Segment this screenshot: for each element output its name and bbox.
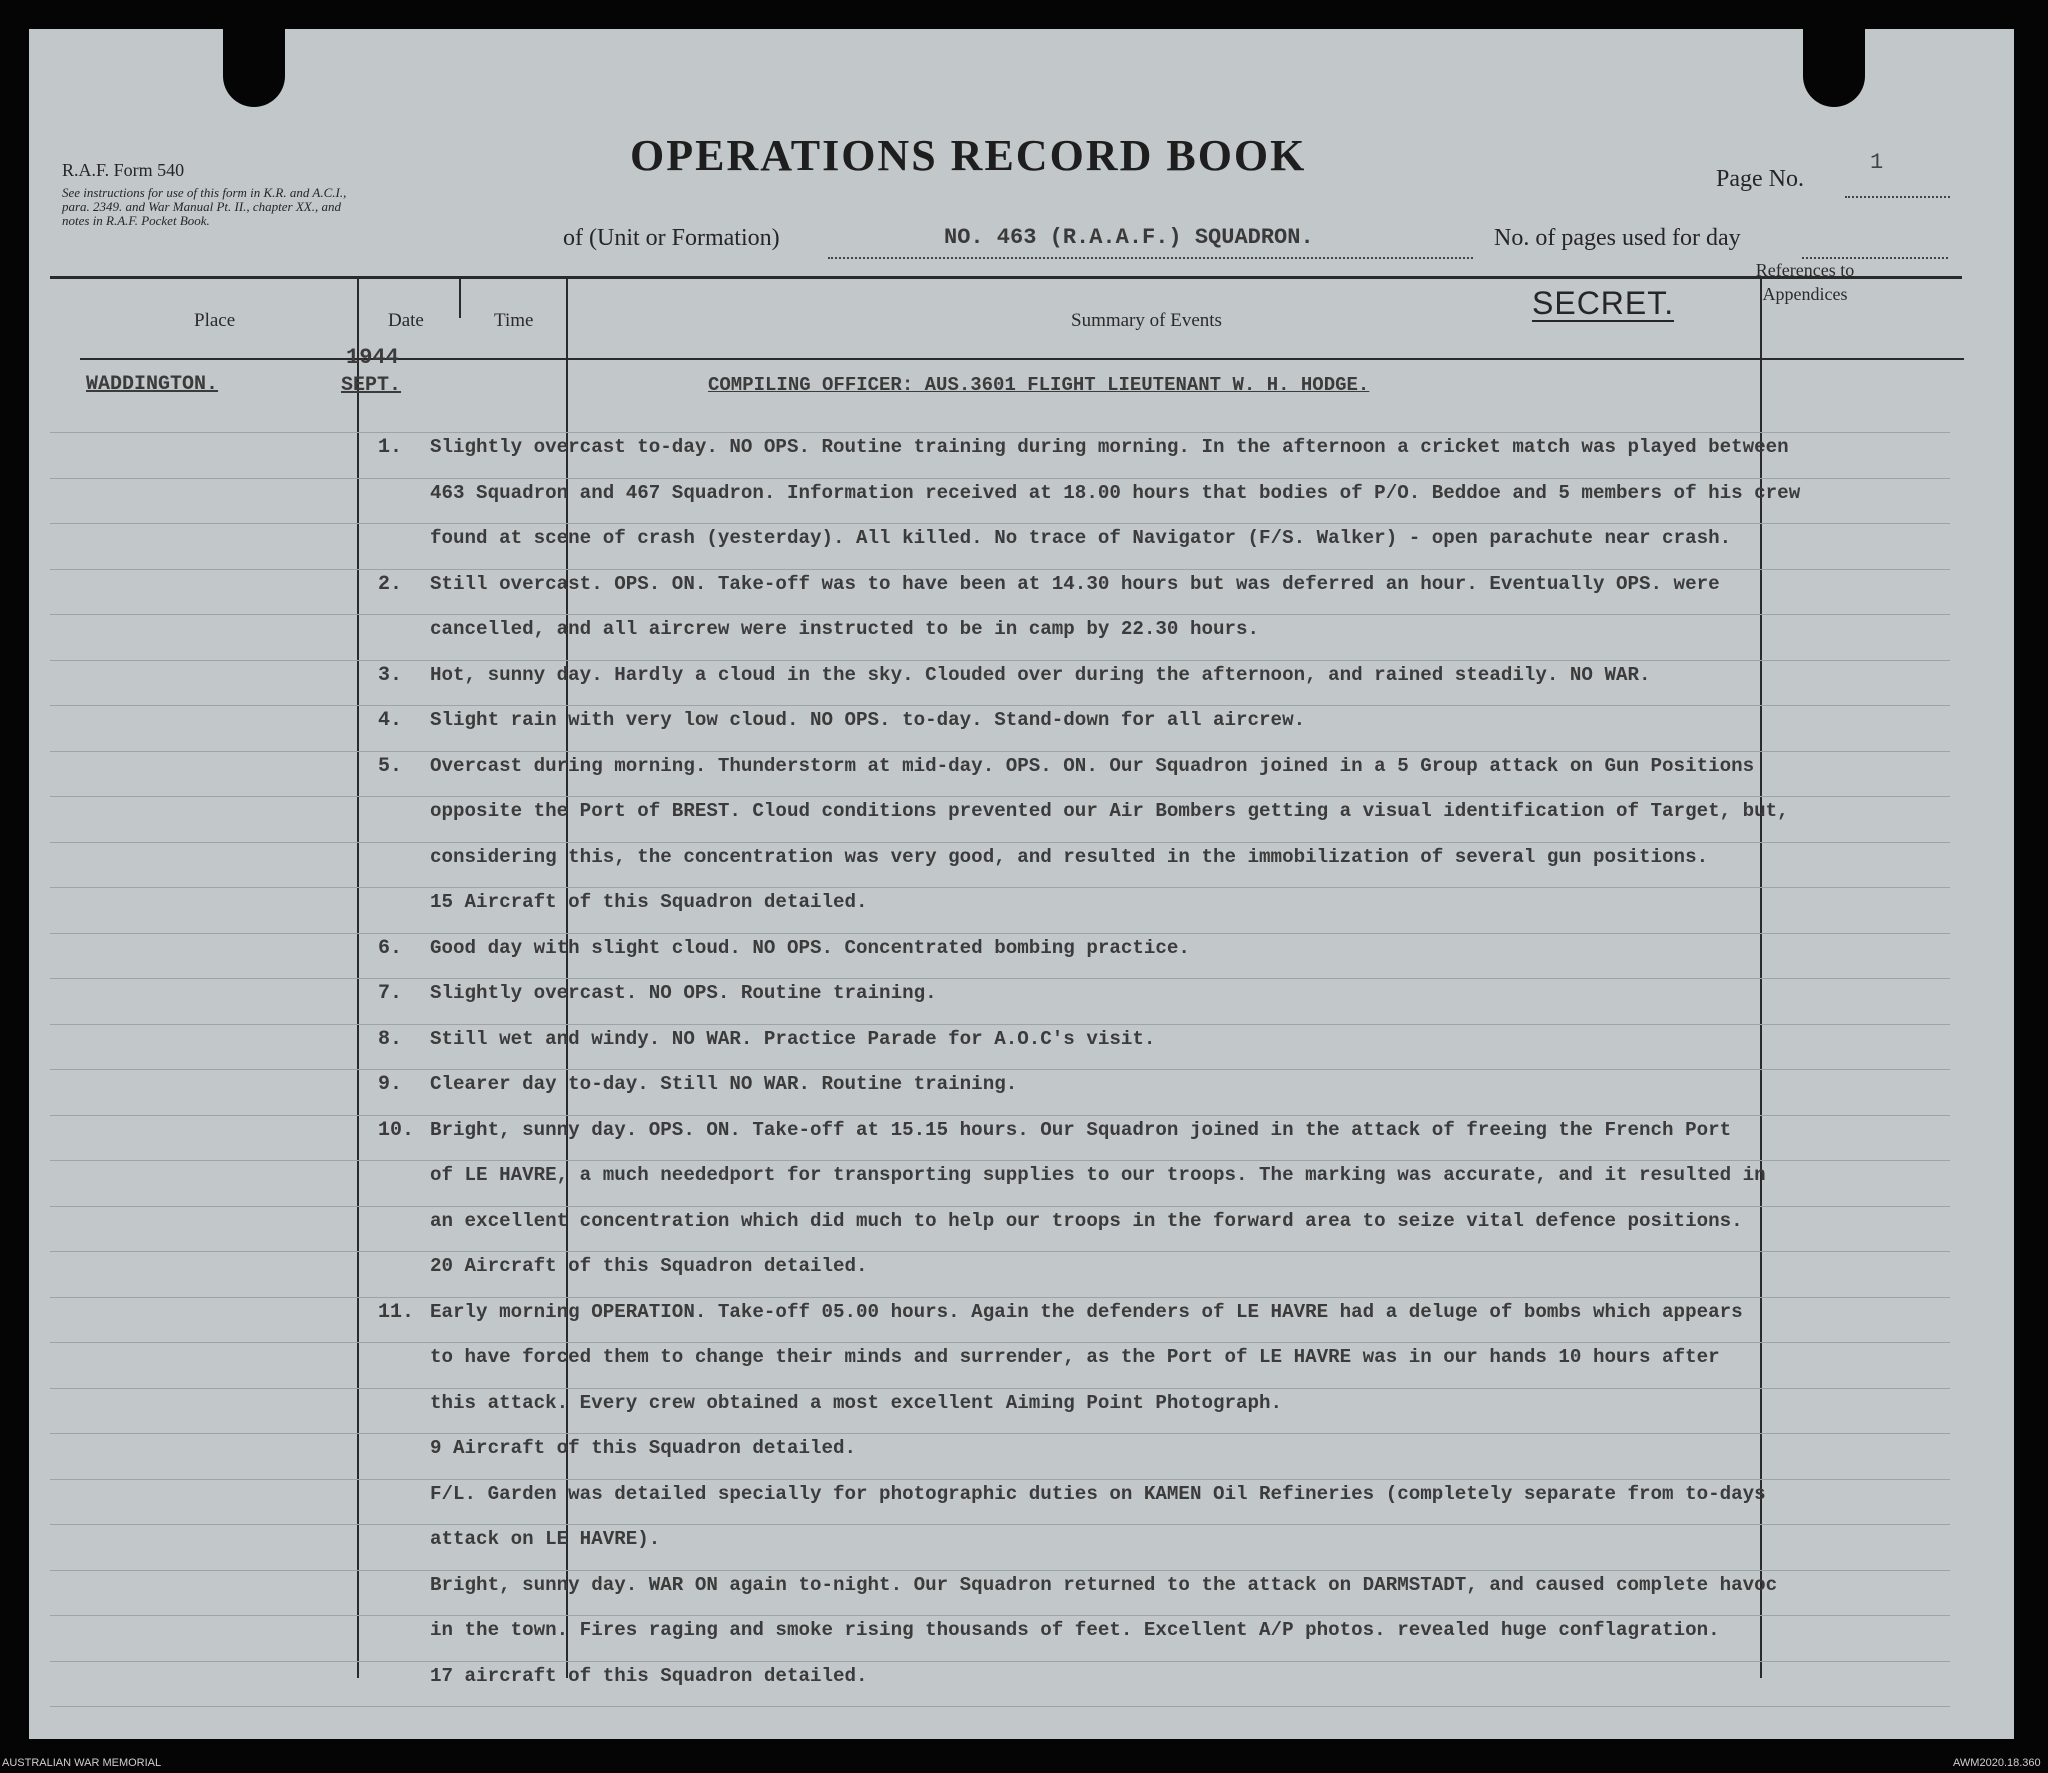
row-date: 8. (378, 1027, 403, 1051)
footer-reference: AWM2020.18.360 (1953, 1757, 2041, 1769)
row-date: 2. (378, 572, 403, 596)
ruled-line (50, 1251, 1950, 1252)
row-summary-text: Overcast during morning. Thunderstorm at mid-day. OPS. ON. Our Squadron joined in a 5 Group attack on Gun Positions (430, 754, 1755, 777)
ruled-line (50, 887, 1950, 888)
row-summary-text: Still wet and windy. NO WAR. Practice Parade for A.O.C's visit. (430, 1027, 1156, 1050)
ruled-line (50, 933, 1950, 934)
secret-stamp: SECRET. (1532, 285, 1675, 321)
row-summary-text: in the town. Fires raging and smoke rising thousands of feet. Excellent A/P photos. revealed huge conflagration. (430, 1619, 1720, 1641)
date-time-divider-header (459, 278, 461, 318)
ruled-line (50, 1570, 1950, 1571)
row-date: 11. (378, 1300, 415, 1324)
ruled-line (50, 1342, 1950, 1343)
row-summary-text: Slight rain with very low cloud. NO OPS. to-day. Stand-down for all aircrew. (430, 709, 1306, 731)
row-summary-text: Early morning OPERATION. Take-off 05.00 hours. Again the defenders of LE HAVRE had a deluge of bombs which appears (430, 1300, 1743, 1323)
column-header-summary: Summary of Events (1071, 310, 1222, 331)
page-number-value: 1 (1870, 150, 1884, 175)
row-summary-text: 463 Squadron and 467 Squadron. Information received at 18.00 hours that bodies of P/O. Beddoe and 5 members of his crew (430, 481, 1801, 504)
column-header-date: Date (388, 310, 424, 331)
row-date: 4. (378, 709, 403, 732)
row-summary-text: Bright, sunny day. WAR ON again to-night. Our Squadron returned to the attack on DARMSTADT, and caused complete havoc (430, 1573, 1778, 1596)
ruled-line (50, 1069, 1950, 1070)
ruled-line (50, 614, 1950, 615)
row-summary-text: F/L. Garden was detailed specially for photographic duties on KAMEN Oil Refineries (completely separate from to-days (430, 1482, 1766, 1505)
page-title: OPERATIONS RECORD BOOK (630, 131, 1307, 180)
ruled-line (50, 1661, 1950, 1662)
row-summary-text: Slightly overcast. NO OPS. Routine training. (430, 982, 937, 1004)
entry-month: SEPT. (341, 374, 402, 397)
row-date: 6. (378, 936, 403, 960)
unit-dotted-line (828, 257, 1473, 259)
row-summary-text: cancelled, and all aircrew were instructed to be in camp by 22.30 hours. (430, 618, 1260, 640)
row-summary-text: Still overcast. OPS. ON. Take-off was to have been at 14.30 hours but was deferred an hour. Eventually OPS. were (430, 572, 1720, 595)
row-date: 10. (378, 1118, 415, 1142)
entry-place: WADDINGTON. (86, 373, 219, 396)
ruled-line (50, 432, 1950, 433)
row-summary-text: of LE HAVRE, a much neededport for transporting supplies to our troops. The marking was accurate, and it resulted in (430, 1164, 1766, 1186)
ruled-line (50, 1479, 1950, 1480)
unit-label: of (Unit or Formation) (563, 225, 780, 251)
ruled-line (50, 1524, 1950, 1525)
form-number: R.A.F. Form 540 (62, 160, 185, 180)
ruled-line (50, 569, 1950, 570)
row-summary-text: found at scene of crash (yesterday). All killed. No trace of Navigator (F/S. Walker) - open parachute near crash. (430, 527, 1732, 549)
row-date: 3. (378, 663, 403, 687)
row-summary-text: Slightly overcast to-day. NO OPS. Routine training during morning. In the afternoon a cricket match was played between (430, 436, 1789, 458)
row-summary-text: Hot, sunny day. Hardly a cloud in the sky. Clouded over during the afternoon, and rained steadily. NO WAR. (430, 663, 1651, 686)
ruled-line (50, 1024, 1950, 1025)
ruled-line (50, 660, 1950, 661)
column-header-place: Place (194, 310, 236, 331)
ruled-line (50, 1115, 1950, 1116)
row-summary-text: Bright, sunny day. OPS. ON. Take-off at 15.15 hours. Our Squadron joined in the attack of freeing the French Port (430, 1118, 1732, 1141)
row-summary-text: 17 aircraft of this Squadron detailed. (430, 1664, 868, 1687)
ruled-line (50, 705, 1950, 706)
row-summary-text: this attack. Every crew obtained a most excellent Aiming Point Photograph. (430, 1391, 1283, 1414)
punch-hole-left (223, 29, 285, 107)
ruled-line (50, 478, 1950, 479)
punch-hole-right (1803, 29, 1865, 107)
ruled-line (50, 751, 1950, 752)
form-instructions: See instructions for use of this form in K.R. and A.C.I., para. 2349. and War Manual Pt. II., chapter XX., and notes in R.A.F. Pocket Book. (62, 185, 347, 228)
row-summary-text: 20 Aircraft of this Squadron detailed. (430, 1255, 868, 1277)
ruled-line (50, 1160, 1950, 1161)
compiling-officer: COMPILING OFFICER: AUS.3601 FLIGHT LIEUTENANT W. H. HODGE. (708, 374, 1370, 396)
ruled-line (50, 1297, 1950, 1298)
ruled-line (50, 1206, 1950, 1207)
row-date: 9. (378, 1073, 403, 1096)
ruled-line (50, 1706, 1950, 1707)
column-header-references: References to Appendices (1755, 260, 1855, 304)
ruled-line (50, 1615, 1950, 1616)
row-date: 5. (378, 754, 403, 778)
row-summary-text: to have forced them to change their minds and surrender, as the Port of LE HAVRE was in our hands 10 hours after (430, 1346, 1720, 1368)
row-summary-text: 9 Aircraft of this Squadron detailed. (430, 1437, 857, 1459)
ruled-line (50, 1388, 1950, 1389)
row-summary-text: considering this, the concentration was very good, and resulted in the immobilization of several gun positions. (430, 845, 1709, 868)
pages-used-label: No. of pages used for day (1494, 225, 1741, 251)
row-summary-text: 15 Aircraft of this Squadron detailed. (430, 891, 868, 913)
entry-year: 1944 (346, 345, 399, 370)
row-summary-text: Good day with slight cloud. NO OPS. Concentrated bombing practice. (430, 936, 1190, 959)
ruled-line (50, 978, 1950, 979)
row-summary-text: opposite the Port of BREST. Cloud conditions prevented our Air Bombers getting a visual identification of Target, but, (430, 800, 1789, 822)
row-summary-text: Clearer day to-day. Still NO WAR. Routine training. (430, 1073, 1018, 1095)
column-header-time: Time (494, 310, 534, 331)
ruled-line (50, 842, 1950, 843)
ruled-line (50, 523, 1950, 524)
row-summary-text: an excellent concentration which did much to help our troops in the forward area to seize vital defence positions. (430, 1209, 1743, 1232)
ruled-line (50, 796, 1950, 797)
row-date: 1. (378, 436, 403, 459)
ruled-line (50, 1433, 1950, 1434)
row-date: 7. (378, 982, 403, 1005)
footer-credit: AUSTRALIAN WAR MEMORIAL (2, 1757, 162, 1769)
row-summary-text: attack on LE HAVRE). (430, 1528, 661, 1550)
unit-value: NO. 463 (R.A.A.F.) SQUADRON. (944, 225, 1314, 250)
page-number-dotted-line (1845, 196, 1950, 198)
table-top-border (50, 276, 1962, 279)
page-number-label: Page No. (1716, 166, 1804, 192)
